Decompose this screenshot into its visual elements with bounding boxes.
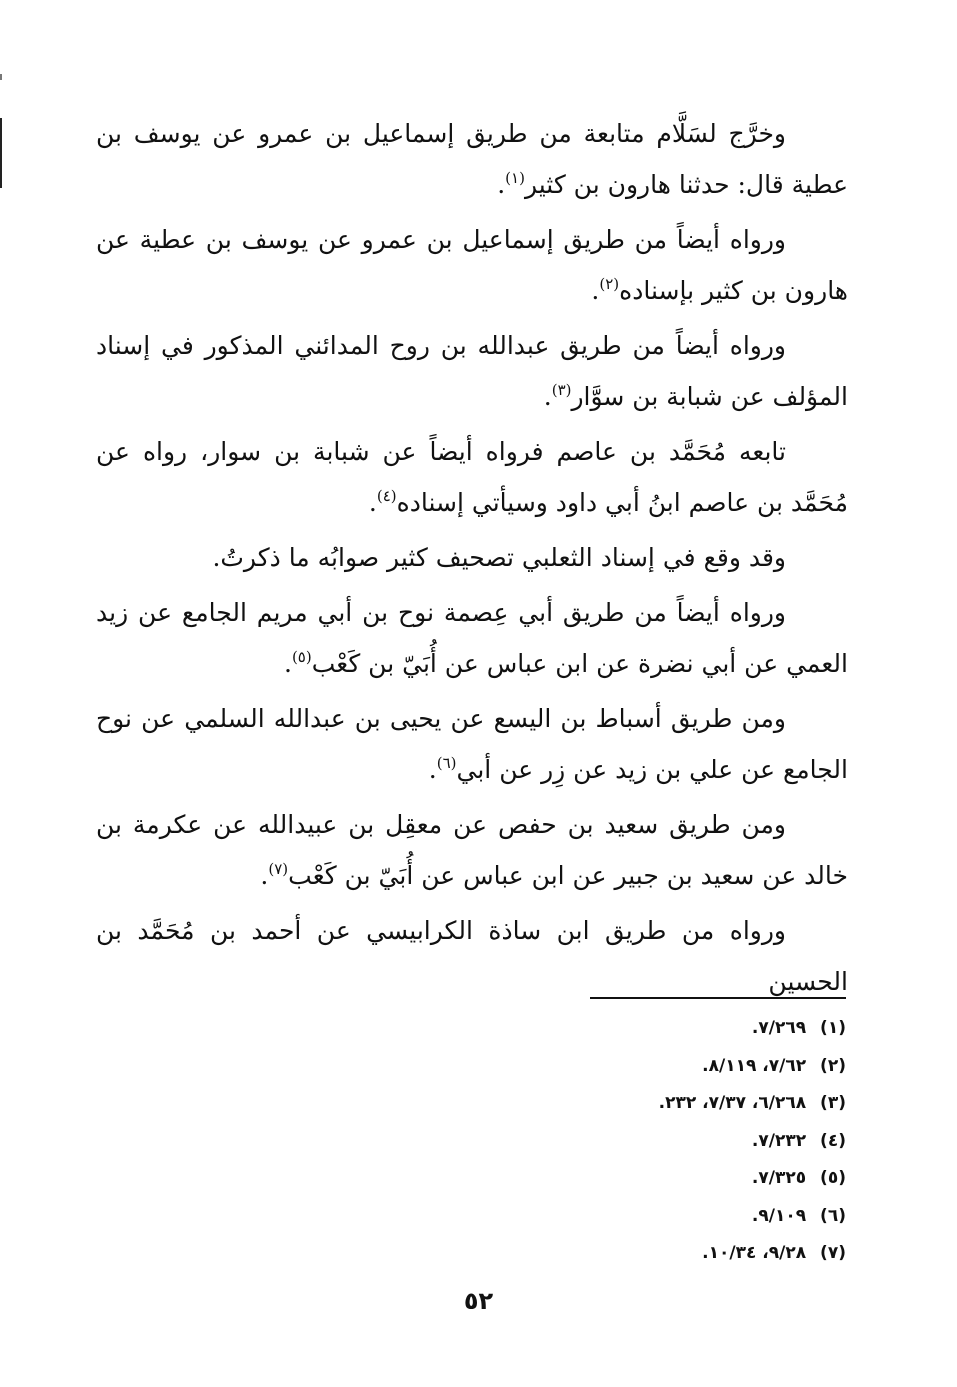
footnote-ref-1: (١) (505, 169, 525, 187)
paragraph-9: ورواه من طريق ابن ساذة الكرابيسي عن أحمد بن مُحَمَّد بن الحسين (96, 916, 848, 996)
footnote-3 (400, 1085, 846, 1123)
footnotes-list (400, 1010, 846, 1273)
paragraph-4: تابعه مُحَمَّد بن عاصم فرواه أيضاً عن شبابة بن سوار، رواه عن مُحَمَّد بن عاصم ابنُ أبي داود وسيأتي إسناده$^{(٤)}$. (96, 437, 848, 517)
footnote-number: (٣) (820, 1093, 846, 1113)
footnote-2 (400, 1048, 846, 1086)
scan-margin-mark (0, 118, 2, 188)
footnote-ref-2: (٢) (599, 275, 620, 293)
footnote-number: (٧) (820, 1243, 846, 1263)
paragraph-6: ورواه أيضاً من طريق أبي عِصمة نوح بن أبي مريم الجامع عن زيد العمي عن أبي نضرة عن ابن عباس عن أُبَيّ بن كَعْب$^{(٥)}$. (96, 598, 848, 678)
footnote-ref-3: (٣) (551, 381, 572, 399)
footnote-number: (٢) (820, 1055, 846, 1076)
footnote-text: ٧/٣٢٥. (751, 1168, 807, 1188)
footnote-ref-7: (٧) (268, 860, 289, 878)
paragraph-7: ومن طريق أسباط بن اليسع عن يحيى بن عبدالله السلمي عن نوح الجامع عن علي بن زيد عن زِر عن أبي$^{(٦)}$. (96, 704, 848, 784)
footnote-text: ٧/٢٣٢. (751, 1130, 807, 1151)
footnote-6 (400, 1198, 846, 1236)
footnote-1 (400, 1010, 846, 1048)
footnote-text: ٩/٢٨، ١٠/٣٤. (702, 1243, 807, 1263)
footnote-number: (١) (820, 1018, 846, 1038)
paragraph-1: وخرَّج لسَلَّام متابعة من طريق إسماعيل بن عمرو عن يوسف بن عطية قال: حدثنا هارون بن كثير$^{(١)}$. (96, 119, 848, 199)
footnote-number: (٤) (820, 1130, 846, 1151)
page-number: ٥٢ (463, 1287, 494, 1315)
footnote-text: ٧/٢٦٩. (751, 1018, 807, 1038)
footnote-4 (400, 1123, 846, 1161)
footnote-ref-5: (٥) (291, 648, 312, 666)
footnote-text: ٦/٢٦٨، ٧/٣٧، ٢٣٢. (658, 1093, 807, 1113)
scan-margin-mark-small (0, 74, 2, 80)
footnote-ref-4: (٤) (376, 487, 397, 505)
paragraph-3: ورواه أيضاً من طريق عبدالله بن روح المدائني المذكور في إسناد المؤلف عن شبابة بن سوَّار$^{(٣)}$. (96, 331, 848, 411)
footnote-text: ٩/١٠٩. (751, 1205, 807, 1226)
paragraph-2: ورواه أيضاً من طريق إسماعيل بن عمرو عن يوسف بن عطية عن هارون بن كثير بإسناده$^{(٢)}$. (96, 225, 848, 305)
paragraph-8: ومن طريق سعيد بن حفص عن معقِل بن عبيدالله عن عكرمة بن خالد عن سعيد بن جبير عن ابن عباس عن أُبَيّ بن كَعْب$^{(٧)}$. (96, 810, 848, 890)
footnote-5 (400, 1160, 846, 1198)
body-text (96, 108, 848, 1011)
footnote-text: ٧/٦٢، ٨/١١٩. (702, 1055, 807, 1076)
footnote-ref-6: (٦) (436, 754, 457, 772)
footnote-number: (٦) (820, 1205, 846, 1226)
footnote-divider (590, 997, 846, 999)
footnote-7 (400, 1235, 846, 1273)
footnote-number: (٥) (820, 1168, 846, 1188)
paragraph-5: وقد وقع في إسناد الثعلبي تصحيف كثير صوابُه ما ذكرتُ. (212, 543, 786, 572)
